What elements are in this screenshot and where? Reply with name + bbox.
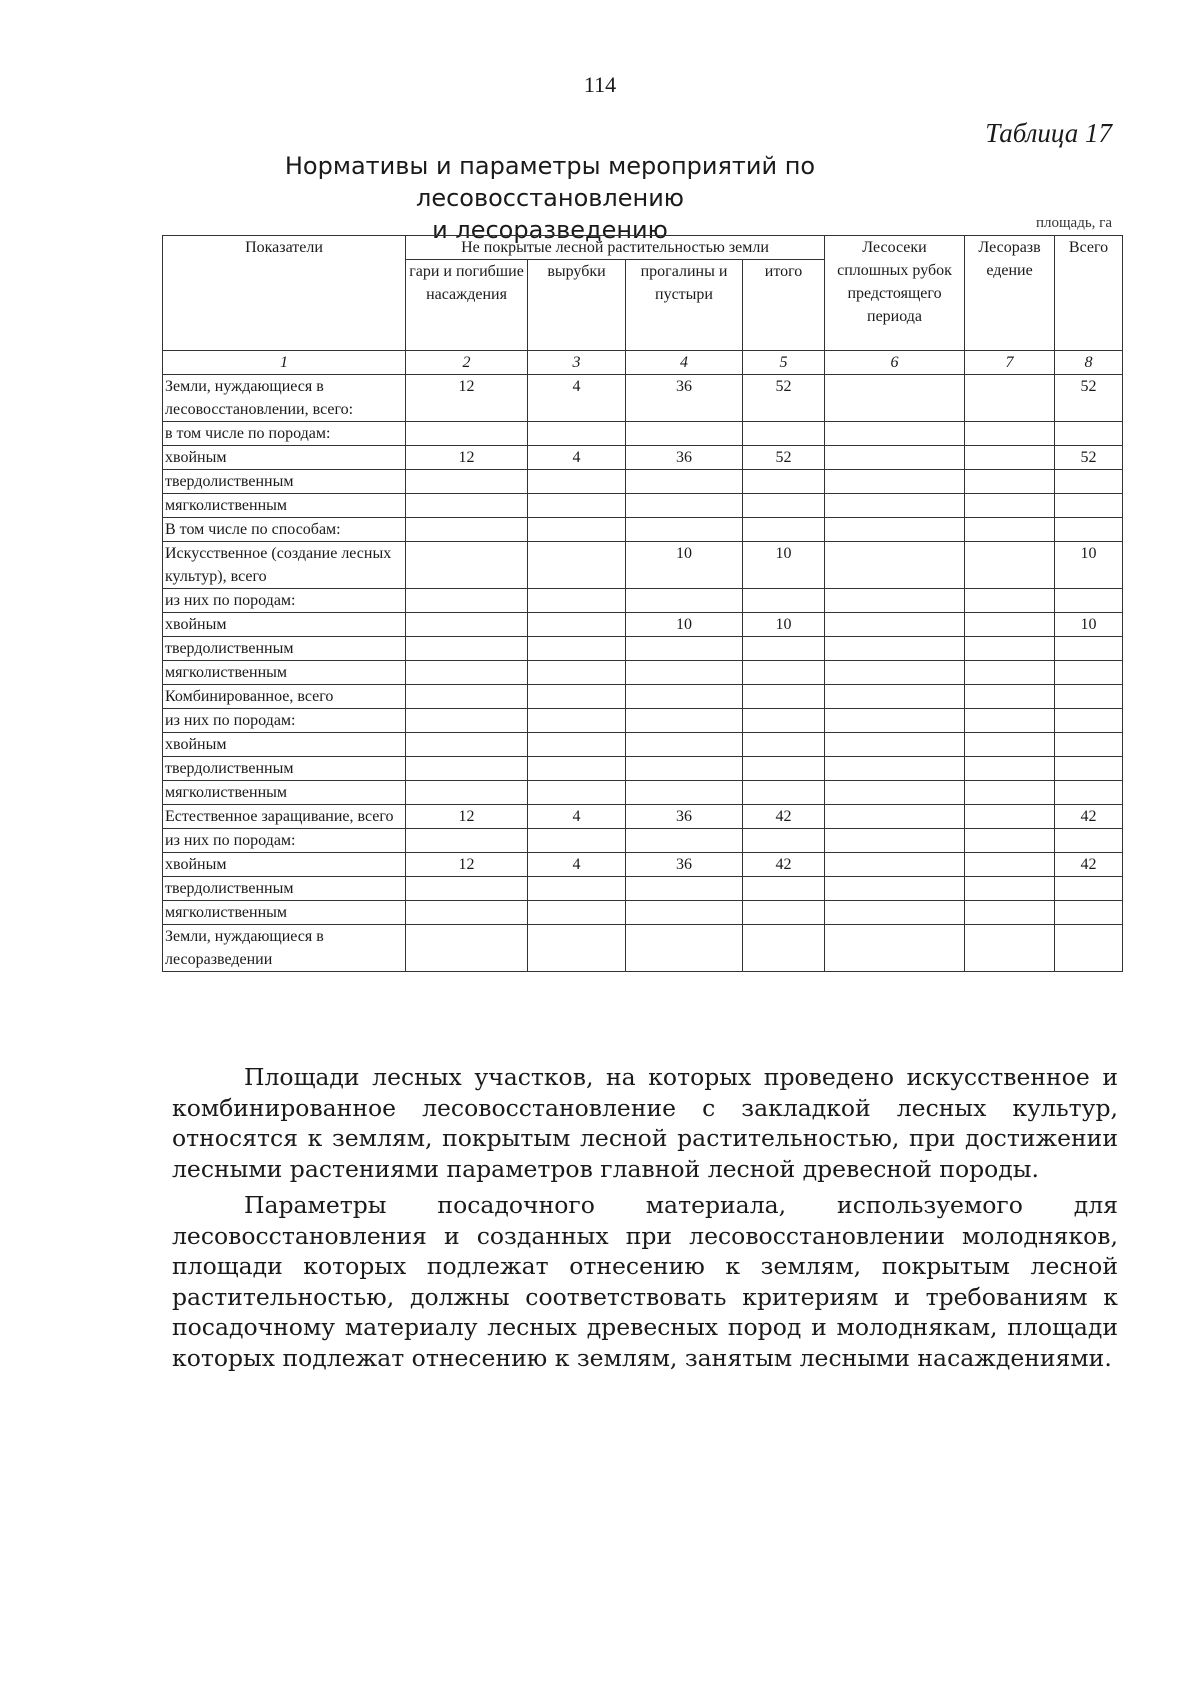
row-value bbox=[1055, 733, 1123, 757]
row-value bbox=[965, 637, 1055, 661]
row-value bbox=[528, 829, 626, 853]
row-value bbox=[1055, 518, 1123, 542]
table-row bbox=[163, 805, 1123, 829]
header-not-covered: Не покрытые лесной растительностью земли bbox=[406, 236, 825, 260]
paragraph-1: Площади лесных участков, на которых проведено искусственное и комбинированное лесовосстановление с закладкой лесных культур, относятся к землям, покрытым лесной растительностью, при достижении лесными растениями параметров главной лесной древесной породы. bbox=[172, 1063, 1118, 1183]
row-value bbox=[1055, 901, 1123, 925]
row-value bbox=[626, 589, 743, 613]
row-value bbox=[528, 422, 626, 446]
row-value bbox=[626, 518, 743, 542]
row-value bbox=[1055, 829, 1123, 853]
row-label: хвойным bbox=[163, 613, 406, 637]
column-number: 7 bbox=[965, 351, 1055, 375]
row-value bbox=[406, 494, 528, 518]
row-value bbox=[825, 637, 965, 661]
row-value bbox=[743, 470, 825, 494]
row-label: хвойным bbox=[163, 446, 406, 470]
header-clearcuts: Лесосеки сплошных рубок предстоящего периода bbox=[825, 236, 965, 351]
row-value bbox=[965, 446, 1055, 470]
table-row bbox=[163, 829, 1123, 853]
table-body bbox=[163, 375, 1123, 972]
header-glades: прогалины и пустыри bbox=[626, 260, 743, 351]
row-value: 12 bbox=[406, 805, 528, 829]
row-value bbox=[743, 518, 825, 542]
row-value: 4 bbox=[528, 375, 626, 422]
row-value bbox=[743, 685, 825, 709]
row-value bbox=[406, 925, 528, 972]
row-value bbox=[528, 470, 626, 494]
row-label: Комбинированное, всего bbox=[163, 685, 406, 709]
row-label: В том числе по способам: bbox=[163, 518, 406, 542]
row-value bbox=[406, 685, 528, 709]
norms-table bbox=[162, 235, 1123, 972]
header-cuttings: вырубки bbox=[528, 260, 626, 351]
row-value bbox=[528, 685, 626, 709]
row-value bbox=[406, 901, 528, 925]
row-value bbox=[626, 494, 743, 518]
row-value: 10 bbox=[1055, 613, 1123, 637]
row-value bbox=[825, 375, 965, 422]
row-value: 10 bbox=[1055, 542, 1123, 589]
row-label: твердолиственным bbox=[163, 877, 406, 901]
row-value bbox=[406, 613, 528, 637]
column-number: 5 bbox=[743, 351, 825, 375]
row-value bbox=[528, 781, 626, 805]
row-value bbox=[406, 877, 528, 901]
row-value bbox=[528, 494, 626, 518]
table-row bbox=[163, 781, 1123, 805]
row-value bbox=[1055, 877, 1123, 901]
row-value bbox=[825, 853, 965, 877]
row-value bbox=[1055, 925, 1123, 972]
row-value bbox=[743, 637, 825, 661]
table-row bbox=[163, 446, 1123, 470]
row-value bbox=[965, 613, 1055, 637]
row-value bbox=[825, 877, 965, 901]
row-label: в том числе по породам: bbox=[163, 422, 406, 446]
row-value bbox=[743, 589, 825, 613]
row-value bbox=[528, 589, 626, 613]
row-value bbox=[528, 661, 626, 685]
row-label: из них по породам: bbox=[163, 589, 406, 613]
row-value bbox=[965, 518, 1055, 542]
header-burned: гари и погибшие насаждения bbox=[406, 260, 528, 351]
row-label: хвойным bbox=[163, 853, 406, 877]
row-value: 10 bbox=[626, 542, 743, 589]
row-value: 42 bbox=[1055, 805, 1123, 829]
row-value bbox=[528, 637, 626, 661]
row-value bbox=[406, 781, 528, 805]
row-value bbox=[406, 589, 528, 613]
row-value bbox=[1055, 757, 1123, 781]
row-value: 10 bbox=[743, 542, 825, 589]
row-value bbox=[1055, 637, 1123, 661]
column-number: 8 bbox=[1055, 351, 1123, 375]
row-value: 4 bbox=[528, 853, 626, 877]
row-value bbox=[825, 589, 965, 613]
table-row bbox=[163, 470, 1123, 494]
row-value bbox=[965, 494, 1055, 518]
row-value bbox=[965, 422, 1055, 446]
row-value bbox=[626, 709, 743, 733]
row-value bbox=[825, 518, 965, 542]
header-subtotal: итого bbox=[743, 260, 825, 351]
row-value bbox=[528, 613, 626, 637]
row-value bbox=[528, 733, 626, 757]
row-label: мягколиственным bbox=[163, 781, 406, 805]
table-title bbox=[200, 150, 900, 246]
table-row bbox=[163, 925, 1123, 972]
row-value bbox=[825, 805, 965, 829]
row-value bbox=[965, 757, 1055, 781]
row-value: 4 bbox=[528, 805, 626, 829]
row-value bbox=[406, 733, 528, 757]
row-value bbox=[825, 685, 965, 709]
row-value: 42 bbox=[1055, 853, 1123, 877]
row-value bbox=[825, 709, 965, 733]
row-value bbox=[825, 661, 965, 685]
row-value bbox=[626, 781, 743, 805]
column-number: 2 bbox=[406, 351, 528, 375]
row-value bbox=[626, 685, 743, 709]
row-value bbox=[743, 901, 825, 925]
row-value bbox=[626, 829, 743, 853]
row-value bbox=[743, 494, 825, 518]
row-value bbox=[406, 422, 528, 446]
column-number: 3 bbox=[528, 351, 626, 375]
row-value bbox=[626, 757, 743, 781]
row-value: 52 bbox=[1055, 446, 1123, 470]
row-value bbox=[626, 925, 743, 972]
row-label: твердолиственным bbox=[163, 637, 406, 661]
row-value: 52 bbox=[743, 375, 825, 422]
row-value bbox=[406, 470, 528, 494]
row-label: мягколиственным bbox=[163, 661, 406, 685]
row-value bbox=[626, 661, 743, 685]
row-value bbox=[626, 877, 743, 901]
row-value bbox=[743, 661, 825, 685]
table-row bbox=[163, 542, 1123, 589]
row-value bbox=[406, 709, 528, 733]
row-value bbox=[1055, 709, 1123, 733]
row-value bbox=[528, 757, 626, 781]
row-value bbox=[528, 542, 626, 589]
row-value bbox=[825, 901, 965, 925]
row-value: 4 bbox=[528, 446, 626, 470]
row-value bbox=[825, 446, 965, 470]
row-value: 10 bbox=[743, 613, 825, 637]
row-value bbox=[406, 637, 528, 661]
row-value bbox=[965, 853, 1055, 877]
row-value: 42 bbox=[743, 853, 825, 877]
table-row bbox=[163, 589, 1123, 613]
row-label: мягколиственным bbox=[163, 494, 406, 518]
column-number: 1 bbox=[163, 351, 406, 375]
table-row bbox=[163, 733, 1123, 757]
table-row bbox=[163, 757, 1123, 781]
row-value: 10 bbox=[626, 613, 743, 637]
table-row bbox=[163, 375, 1123, 422]
row-value bbox=[406, 542, 528, 589]
table-row bbox=[163, 613, 1123, 637]
row-value bbox=[1055, 781, 1123, 805]
table-row bbox=[163, 661, 1123, 685]
row-value bbox=[528, 925, 626, 972]
row-value bbox=[1055, 422, 1123, 446]
row-value bbox=[825, 422, 965, 446]
row-value: 12 bbox=[406, 375, 528, 422]
row-label: твердолиственным bbox=[163, 757, 406, 781]
row-value bbox=[743, 757, 825, 781]
row-value bbox=[626, 422, 743, 446]
row-label: из них по породам: bbox=[163, 709, 406, 733]
row-value: 42 bbox=[743, 805, 825, 829]
row-value bbox=[528, 709, 626, 733]
row-value: 12 bbox=[406, 853, 528, 877]
column-number: 6 bbox=[825, 351, 965, 375]
row-value bbox=[825, 542, 965, 589]
row-label: Земли, нуждающиеся в лесовосстановлении, всего: bbox=[163, 375, 406, 422]
row-value bbox=[965, 542, 1055, 589]
table-row bbox=[163, 518, 1123, 542]
unit-label: площадь, га bbox=[1035, 215, 1112, 231]
row-value bbox=[743, 781, 825, 805]
row-value bbox=[626, 901, 743, 925]
header-total: Всего bbox=[1055, 236, 1123, 351]
row-label: мягколиственным bbox=[163, 901, 406, 925]
table-row bbox=[163, 877, 1123, 901]
row-value bbox=[825, 613, 965, 637]
row-value bbox=[406, 757, 528, 781]
row-value bbox=[825, 781, 965, 805]
row-value bbox=[965, 925, 1055, 972]
row-value bbox=[965, 375, 1055, 422]
row-value bbox=[743, 877, 825, 901]
row-value bbox=[1055, 685, 1123, 709]
row-value bbox=[743, 733, 825, 757]
table-row bbox=[163, 853, 1123, 877]
row-value bbox=[406, 518, 528, 542]
table-row bbox=[163, 637, 1123, 661]
row-value bbox=[965, 733, 1055, 757]
row-label: хвойным bbox=[163, 733, 406, 757]
row-value bbox=[965, 589, 1055, 613]
row-value bbox=[965, 805, 1055, 829]
title-line-1: Нормативы и параметры мероприятий по лесовосстановлению bbox=[284, 152, 816, 212]
table-row bbox=[163, 901, 1123, 925]
row-value bbox=[528, 901, 626, 925]
row-value bbox=[626, 733, 743, 757]
row-value bbox=[825, 470, 965, 494]
row-value bbox=[743, 709, 825, 733]
column-number: 4 bbox=[626, 351, 743, 375]
table-label: Таблица 17 bbox=[985, 118, 1112, 148]
column-number-row bbox=[163, 351, 1123, 375]
row-value bbox=[965, 781, 1055, 805]
row-value: 36 bbox=[626, 805, 743, 829]
row-value bbox=[825, 494, 965, 518]
row-value bbox=[406, 661, 528, 685]
row-value bbox=[1055, 470, 1123, 494]
paragraph-2: Параметры посадочного материала, используемого для лесовосстановления и созданных при лесовосстановлении молодняков, площади которых подлежат отнесению к землям, покрытым лесной растительностью, должны соответствовать критериям и требованиям к посадочному материалу лесных древесных пород и молоднякам, площади которых подлежат отнесению к землям, занятым лесными насаждениями. bbox=[172, 1191, 1118, 1372]
row-value bbox=[825, 829, 965, 853]
row-value bbox=[965, 661, 1055, 685]
title-line-2: и лесоразведению bbox=[432, 216, 668, 244]
row-label: Искусственное (создание лесных культур), всего bbox=[163, 542, 406, 589]
row-value: 36 bbox=[626, 853, 743, 877]
row-value bbox=[1055, 661, 1123, 685]
row-value bbox=[743, 925, 825, 972]
row-label: Естественное заращивание, всего bbox=[163, 805, 406, 829]
row-value: 52 bbox=[743, 446, 825, 470]
table-row bbox=[163, 709, 1123, 733]
row-value bbox=[626, 637, 743, 661]
row-value: 52 bbox=[1055, 375, 1123, 422]
row-value bbox=[528, 518, 626, 542]
row-label: твердолиственным bbox=[163, 470, 406, 494]
row-value bbox=[1055, 589, 1123, 613]
row-value bbox=[825, 757, 965, 781]
row-value bbox=[965, 685, 1055, 709]
row-value bbox=[1055, 494, 1123, 518]
row-value bbox=[965, 829, 1055, 853]
row-value bbox=[743, 829, 825, 853]
row-value bbox=[965, 709, 1055, 733]
row-value bbox=[406, 829, 528, 853]
table-row bbox=[163, 494, 1123, 518]
row-value: 36 bbox=[626, 446, 743, 470]
row-value bbox=[965, 470, 1055, 494]
row-value bbox=[965, 901, 1055, 925]
row-value bbox=[965, 877, 1055, 901]
row-value: 36 bbox=[626, 375, 743, 422]
row-value bbox=[626, 470, 743, 494]
row-value: 12 bbox=[406, 446, 528, 470]
row-value bbox=[825, 733, 965, 757]
page-number: 114 bbox=[583, 72, 617, 97]
header-indicators: Показатели bbox=[163, 236, 406, 351]
row-label: Земли, нуждающиеся в лесоразведении bbox=[163, 925, 406, 972]
row-value bbox=[743, 422, 825, 446]
table-row bbox=[163, 422, 1123, 446]
row-value bbox=[825, 925, 965, 972]
row-label: из них по породам: bbox=[163, 829, 406, 853]
table-row bbox=[163, 685, 1123, 709]
header-afforestation: Лесоразв едение bbox=[965, 236, 1055, 351]
row-value bbox=[528, 877, 626, 901]
